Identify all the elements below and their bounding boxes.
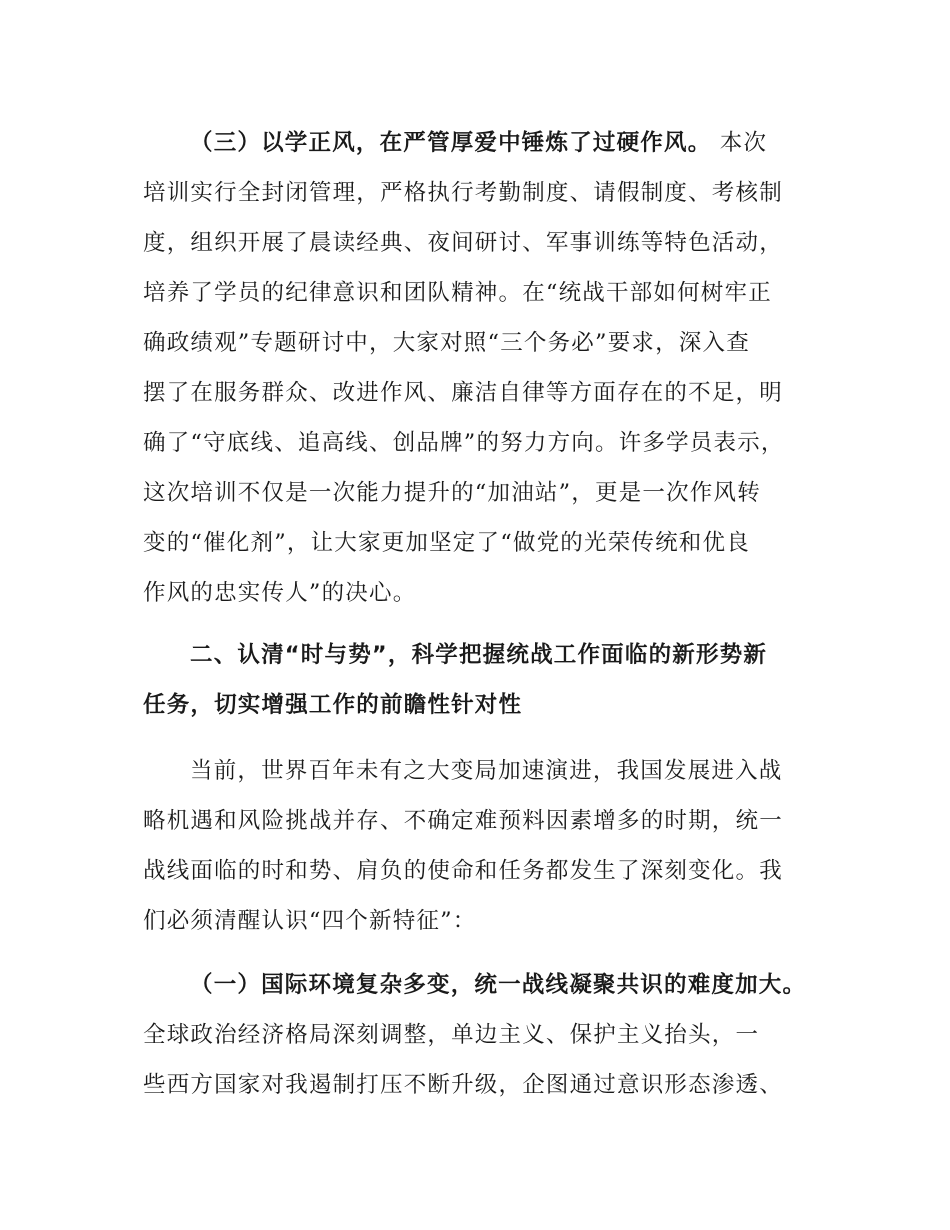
paragraph-line: 本次 <box>711 130 768 156</box>
paragraph-line: 战线面临的时和势、肩负的使命和任务都发生了深刻变化。我 <box>143 858 783 884</box>
paragraph-line: 变的“催化剂”，让大家更加坚定了“做党的光荣传统和优良 <box>143 530 750 556</box>
part-heading-2-line-2: 任务，切实增强工作的前瞻性针对性 <box>143 692 523 718</box>
paragraph-line: 些西方国家对我遏制打压不断升级，企图通过意识形态渗透、 <box>143 1072 783 1098</box>
paragraph-line: 全球政治经济格局深刻调整，单边主义、保护主义抬头，一 <box>143 1022 760 1048</box>
paragraph-line: 这次培训不仅是一次能力提升的“加油站”，更是一次作风转 <box>143 480 761 506</box>
section-heading-3 <box>190 128 767 158</box>
paragraph-line: 们必须清醒认识“四个新特征”： <box>143 908 477 934</box>
paragraph-line: 摆了在服务群众、改进作风、廉洁自律等方面存在的不足，明 <box>143 380 783 406</box>
paragraph-line: 度，组织开展了晨读经典、夜间研讨、军事训练等特色活动， <box>143 230 783 256</box>
paragraph-line: 略机遇和风险挑战并存、不确定难预料因素增多的时期，统一 <box>143 808 783 834</box>
paragraph-line: 培养了学员的纪律意识和团队精神。在“统战干部如何树牢正 <box>143 280 772 306</box>
paragraph-line: 确政绩观”专题研讨中，大家对照“三个务必”要求，深入查 <box>143 330 750 356</box>
paragraph-line: 确了“守底线、追高线、创品牌”的努力方向。许多学员表示， <box>143 430 785 456</box>
paragraph-line: 培训实行全封闭管理，严格执行考勤制度、请假制度、考核制 <box>143 180 783 206</box>
paragraph-line: 作风的忠实传人”的决心。 <box>143 580 417 606</box>
subsection-heading-1: （一）国际环境复杂多变，统一战线凝聚共识的难度加大。 <box>190 972 807 998</box>
paragraph-line: 当前，世界百年未有之大变局加速演进，我国发展进入战 <box>190 758 783 784</box>
section-heading-3-text: （三）以学正风，在严管厚爱中锤炼了过硬作风。 <box>190 130 712 156</box>
part-heading-2-line-1: 二、认清“时与势”，科学把握统战工作面临的新形势新 <box>190 642 768 668</box>
